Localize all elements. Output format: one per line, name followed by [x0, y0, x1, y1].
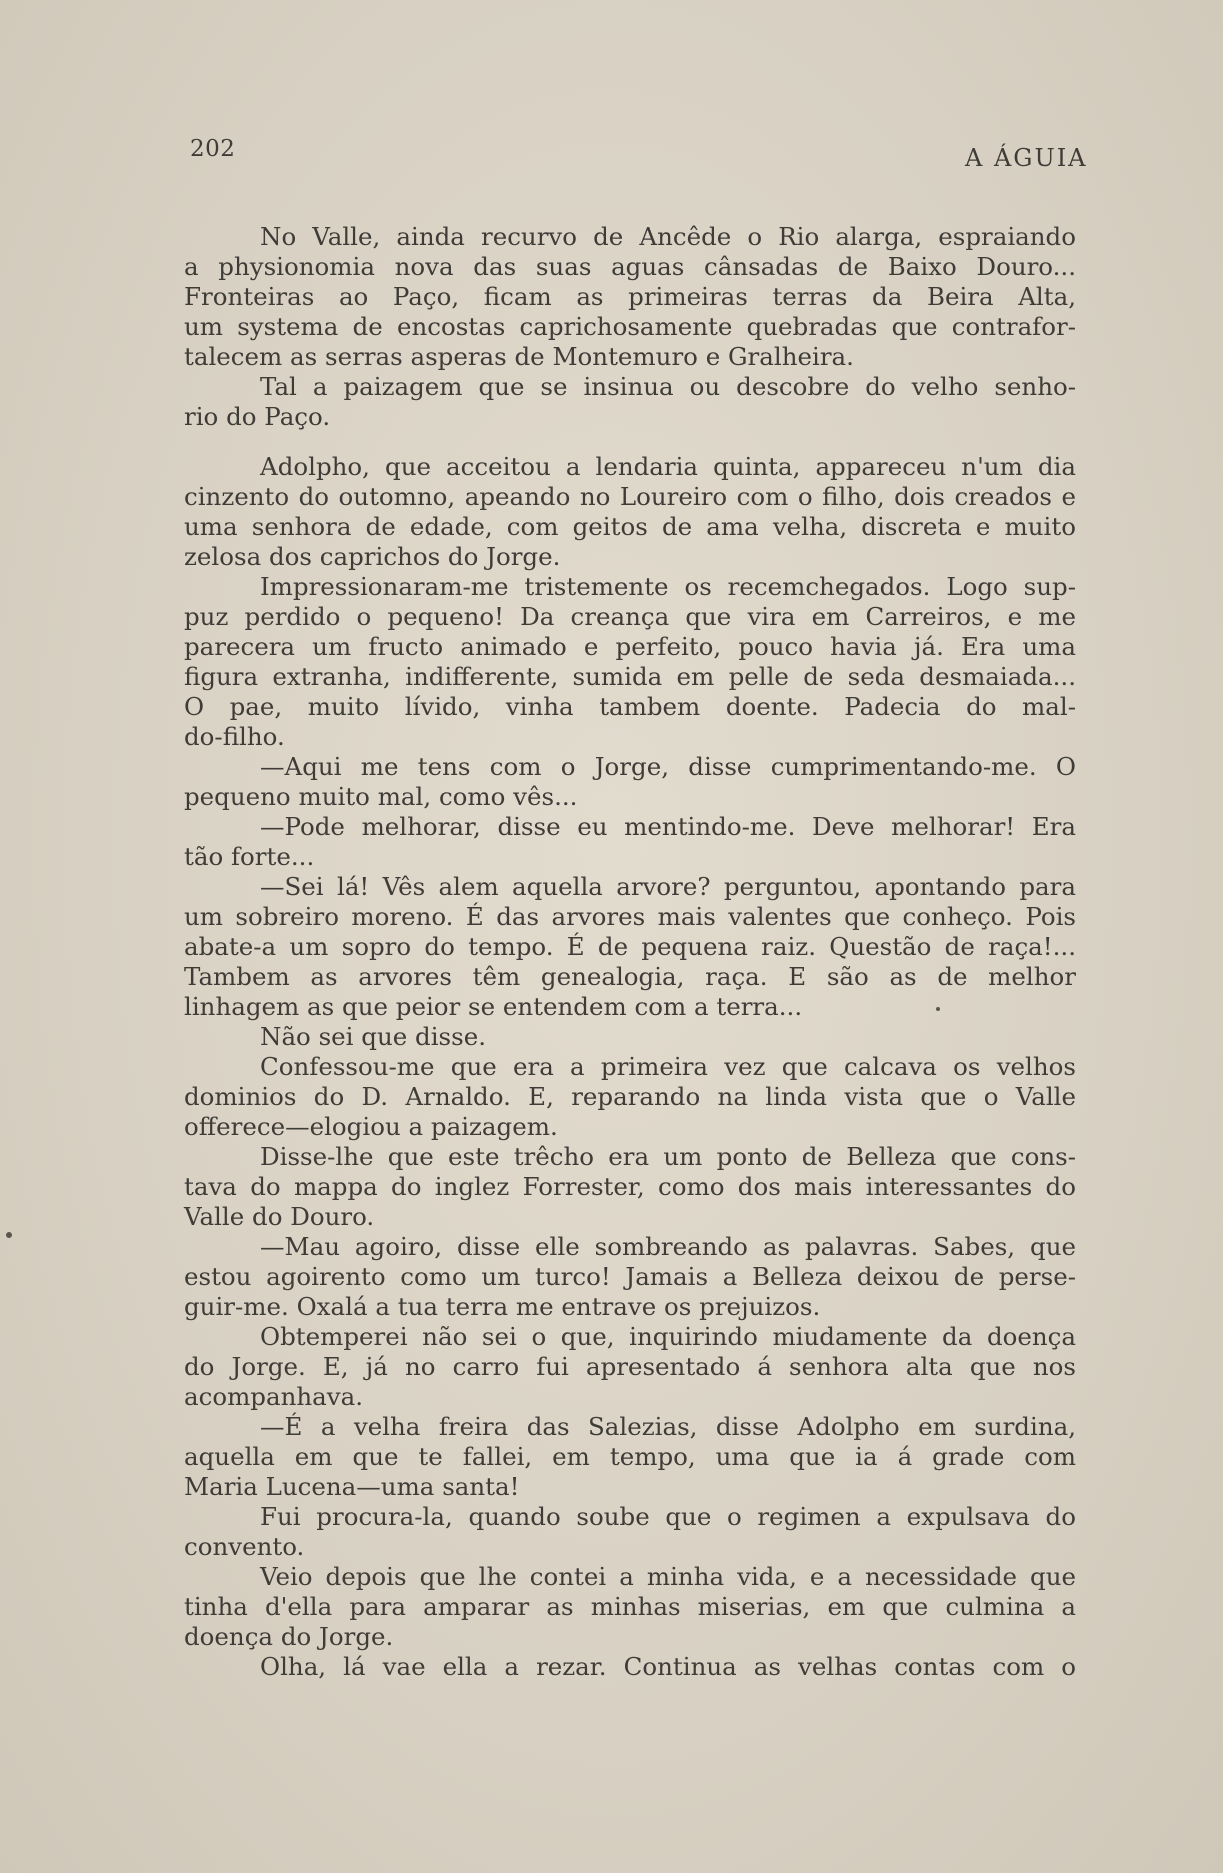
- text-line: O pae, muito lívido, vinha tambem doente. Padecia do mal-: [184, 692, 1076, 721]
- text-line: offerece—elogiou a paizagem.: [184, 1112, 558, 1141]
- text-line: do-filho.: [184, 722, 285, 751]
- text-line: uma senhora de edade, com geitos de ama velha, discreta e muito: [184, 512, 1076, 541]
- text-line: pequeno muito mal, como vês...: [184, 782, 578, 811]
- text-line: estou agoirento como um turco! Jamais a Belleza deixou de perse-: [184, 1262, 1076, 1291]
- text-line: acompanhava.: [184, 1382, 364, 1411]
- paragraph: [184, 872, 1076, 1022]
- paragraph: [184, 1562, 1076, 1652]
- text-line: guir-me. Oxalá a tua terra me entrave os prejuizos.: [184, 1292, 821, 1321]
- paragraph: [184, 1022, 1076, 1052]
- text-line: tava do mappa do inglez Forrester, como dos mais interessantes do: [184, 1172, 1076, 1201]
- text-line: —Pode melhorar, disse eu mentindo-me. Deve melhorar! Era: [260, 812, 1076, 841]
- text-line: Não sei que disse.: [260, 1022, 486, 1051]
- paragraph: [184, 1412, 1076, 1502]
- text-line: um systema de encostas caprichosamente quebradas que contrafor-: [184, 312, 1076, 341]
- text-line: Tambem as arvores têm genealogia, raça. E são as de melhor: [184, 962, 1076, 991]
- paragraph: [184, 572, 1076, 752]
- text-line: do Jorge. E, já no carro fui apresentado á senhora alta que nos: [184, 1352, 1076, 1381]
- text-line: dominios do D. Arnaldo. E, reparando na linda vista que o Valle: [184, 1082, 1076, 1111]
- text-line: Fronteiras ao Paço, ficam as primeiras terras da Beira Alta,: [184, 282, 1076, 311]
- text-line: Disse-lhe que este trêcho era um ponto de Belleza que cons-: [260, 1142, 1076, 1171]
- text-line: linhagem as que peior se entendem com a terra...: [184, 992, 803, 1021]
- text-line: —Aqui me tens com o Jorge, disse cumprimentando-me. O: [260, 752, 1076, 781]
- running-title: A ÁGUIA: [965, 144, 1088, 172]
- paragraph: [184, 1142, 1076, 1232]
- text-line: cinzento do outomno, apeando no Loureiro com o filho, dois creados e: [184, 482, 1076, 511]
- text-line: —Mau agoiro, disse elle sombreando as palavras. Sabes, que: [260, 1232, 1076, 1261]
- print-speck: [6, 1232, 12, 1238]
- text-line: doença do Jorge.: [184, 1622, 394, 1651]
- text-line: No Valle, ainda recurvo de Ancêde o Rio alarga, espraiando: [260, 222, 1076, 251]
- text-line: figura extranha, indifferente, sumida em pelle de seda desmaiada...: [184, 662, 1076, 691]
- paragraph: [184, 222, 1076, 372]
- text-line: Tal a paizagem que se insinua ou descobre do velho senho-: [260, 372, 1076, 401]
- text-line: convento.: [184, 1532, 305, 1561]
- text-line: Veio depois que lhe contei a minha vida, e a necessidade que: [260, 1562, 1076, 1591]
- page-number: 202: [190, 136, 236, 162]
- paragraph: [184, 372, 1076, 432]
- text-line: zelosa dos caprichos do Jorge.: [184, 542, 561, 571]
- text-line: rio do Paço.: [184, 402, 331, 431]
- text-line: Maria Lucena—uma santa!: [184, 1472, 520, 1501]
- text-line: abate-a um sopro do tempo. É de pequena raiz. Questão de raça!...: [184, 932, 1076, 961]
- text-line: Olha, lá vae ella a rezar. Continua as velhas contas com o: [260, 1652, 1076, 1681]
- paragraph: [184, 812, 1076, 872]
- text-line: Obtemperei não sei o que, inquirindo miudamente da doença: [260, 1322, 1076, 1351]
- paragraph: [184, 1502, 1076, 1562]
- body-text: [184, 222, 1076, 1682]
- text-line: —É a velha freira das Salezias, disse Adolpho em surdina,: [260, 1412, 1076, 1441]
- paragraph: [184, 1232, 1076, 1322]
- text-line: talecem as serras asperas de Montemuro e Gralheira.: [184, 342, 854, 371]
- text-line: Valle do Douro.: [184, 1202, 375, 1231]
- text-line: Confessou-me que era a primeira vez que calcava os velhos: [260, 1052, 1076, 1081]
- paragraph-gap: [184, 432, 1076, 452]
- text-line: puz perdido o pequeno! Da creança que vira em Carreiros, e me: [184, 602, 1076, 631]
- text-line: tão forte...: [184, 842, 315, 871]
- paragraph: [184, 1322, 1076, 1412]
- text-line: aquella em que te fallei, em tempo, uma que ia á grade com: [184, 1442, 1076, 1471]
- paragraph: [184, 1052, 1076, 1142]
- print-speck: [936, 1007, 940, 1011]
- text-line: —Sei lá! Vês alem aquella arvore? perguntou, apontando para: [260, 872, 1076, 901]
- text-line: Fui procura-la, quando soube que o regimen a expulsava do: [260, 1502, 1076, 1531]
- text-line: tinha d'ella para amparar as minhas miserias, em que culmina a: [184, 1592, 1076, 1621]
- text-line: Impressionaram-me tristemente os recemchegados. Logo sup-: [260, 572, 1076, 601]
- text-line: parecera um fructo animado e perfeito, pouco havia já. Era uma: [184, 632, 1076, 661]
- text-line: Adolpho, que acceitou a lendaria quinta, appareceu n'um dia: [260, 452, 1076, 481]
- text-line: um sobreiro moreno. É das arvores mais valentes que conheço. Pois: [184, 902, 1076, 931]
- text-line: a physionomia nova das suas aguas cânsadas de Baixo Douro...: [184, 252, 1076, 281]
- paragraph: [184, 1652, 1076, 1682]
- paragraph: [184, 452, 1076, 572]
- paragraph: [184, 752, 1076, 812]
